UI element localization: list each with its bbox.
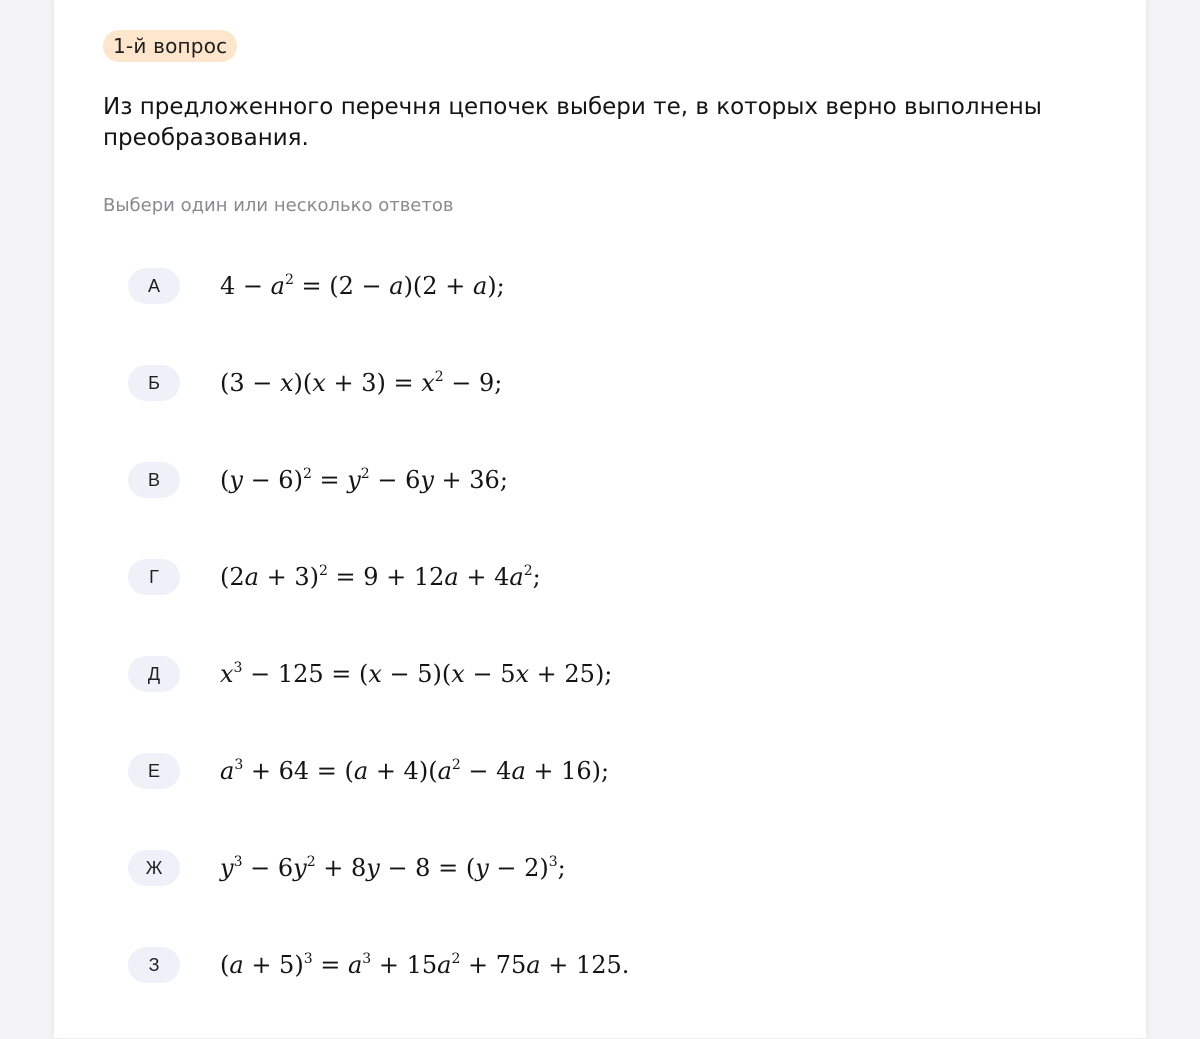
- answer-option-e[interactable]: [128, 748, 1028, 845]
- option-formula[interactable]: $(y - 6)^2 = y^2 - 6y + 36$;: [220, 466, 508, 494]
- answer-options: [128, 263, 1028, 1039]
- option-formula[interactable]: $y^3 - 6y^2 + 8y - 8 = (y - 2)^3$;: [220, 854, 566, 882]
- answer-option-d[interactable]: [128, 651, 1028, 748]
- option-letter[interactable]: З: [128, 947, 180, 983]
- option-letter[interactable]: Б: [128, 365, 180, 401]
- option-letter[interactable]: А: [128, 268, 180, 304]
- answer-option-b[interactable]: [128, 360, 1028, 457]
- question-text: Из предложенного перечня цепочек выбери те, в которых верно выполнены преобразования.: [103, 94, 1042, 151]
- answer-option-a[interactable]: [128, 263, 1028, 360]
- answer-option-zh[interactable]: [128, 845, 1028, 942]
- answer-option-v[interactable]: [128, 457, 1028, 554]
- option-letter[interactable]: В: [128, 462, 180, 498]
- answer-hint: Выбери один или несколько ответов: [103, 195, 454, 216]
- question-card: [54, 0, 1146, 1038]
- answer-option-g[interactable]: [128, 554, 1028, 651]
- option-formula[interactable]: $a^3 + 64 = (a + 4)(a^2 - 4a + 16)$;: [220, 757, 610, 785]
- option-formula[interactable]: $(2a + 3)^2 = 9 + 12a + 4a^2$;: [220, 563, 541, 591]
- answer-option-z[interactable]: [128, 942, 1028, 1039]
- option-formula[interactable]: $(3 - x)(x + 3) = x^2 - 9$;: [220, 369, 503, 397]
- option-formula[interactable]: $4 - a^2 = (2 - a)(2 + a)$;: [220, 272, 505, 300]
- option-letter[interactable]: Е: [128, 753, 180, 789]
- question-number-badge: 1-й вопрос: [103, 30, 237, 62]
- option-letter[interactable]: Г: [128, 559, 180, 595]
- option-letter[interactable]: Д: [128, 656, 180, 692]
- option-letter[interactable]: Ж: [128, 850, 180, 886]
- option-formula[interactable]: $(a + 5)^3 = a^3 + 15a^2 + 75a + 125$.: [220, 951, 630, 979]
- option-formula[interactable]: $x^3 - 125 = (x - 5)(x - 5x + 25)$;: [220, 660, 613, 688]
